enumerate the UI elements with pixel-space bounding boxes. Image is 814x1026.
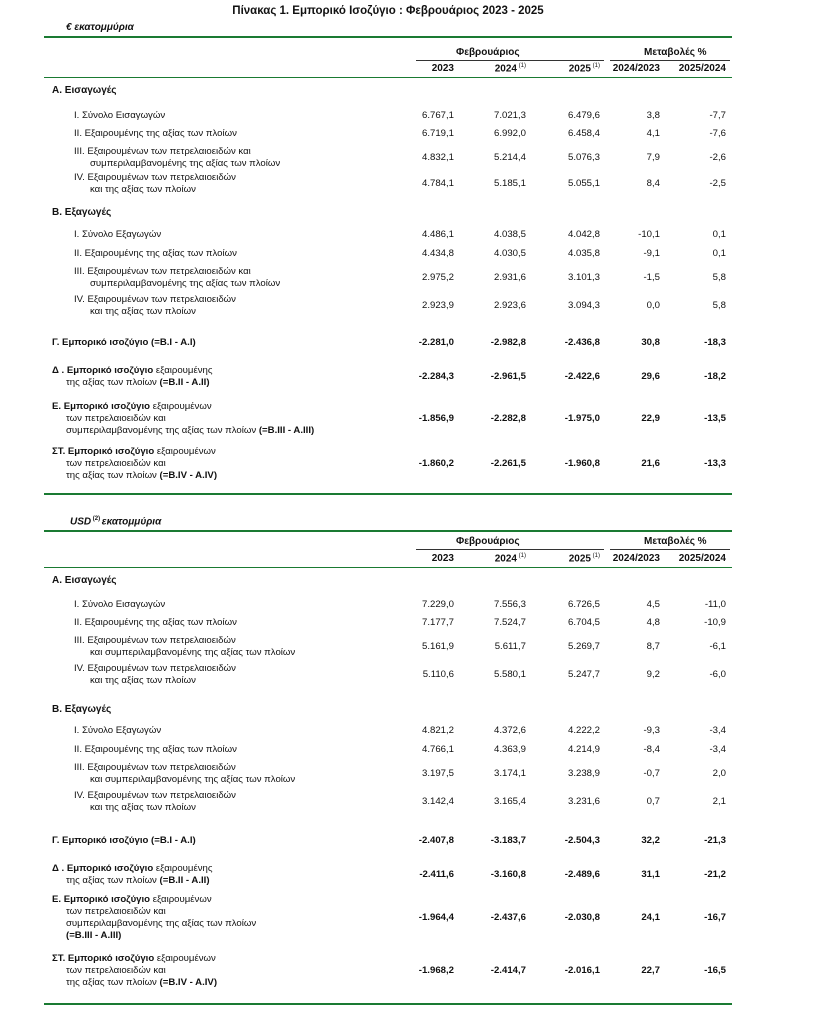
cell-value: 2,0	[712, 768, 726, 779]
balance-label	[52, 446, 217, 482]
balance-label-line	[52, 835, 196, 847]
cell-value: -2.437,6	[490, 912, 526, 923]
balance-label-line: των πετρελαιοειδών και	[66, 458, 166, 469]
column-year: 2023	[431, 553, 454, 564]
balance-name: ΣΤ. Εμπορικό ισοζύγιο	[52, 446, 155, 457]
cell-value: -2.261,5	[490, 458, 526, 469]
cell-value: 4.372,6	[493, 725, 526, 736]
cell-value: -2.407,8	[418, 835, 454, 846]
cell-value: 5.580,1	[493, 669, 526, 680]
cell-value: -3,4	[709, 725, 726, 736]
balance-label-line: των πετρελαιοειδών και	[66, 906, 166, 917]
cell-value: -9,3	[643, 725, 660, 736]
cell-value: -7,7	[709, 110, 726, 121]
cell-value: 2.923,9	[421, 300, 454, 311]
cell-value: -10,1	[638, 229, 660, 240]
row-label-line: συμπεριλαμβανομένης της αξίας των πλοίων	[74, 278, 281, 289]
cell-value: -18,2	[704, 371, 726, 382]
balance-label	[52, 863, 212, 887]
row-label-line: III. Εξαιρουμένων των πετρελαιοειδών και	[74, 266, 251, 277]
bottom-rule	[44, 493, 732, 495]
cell-value: 0,1	[712, 229, 726, 240]
row-label-line: I. Σύνολο Εξαγωγών	[74, 725, 162, 736]
cell-value: 5.161,9	[421, 641, 454, 652]
row-label-line: I. Σύνολο Εισαγωγών	[74, 110, 166, 121]
cell-value: 4.035,8	[567, 248, 600, 259]
column-year: 2025	[568, 63, 591, 75]
row-label-line: και συμπεριλαμβανομένης της αξίας των πλοίων	[74, 774, 296, 785]
balance-label-line	[52, 953, 217, 965]
cell-value: -2.411,6	[419, 869, 454, 880]
cell-value: 6.719,1	[421, 128, 454, 139]
header-period: Φεβρουάριος	[456, 47, 520, 58]
cell-value: -6,1	[709, 641, 726, 652]
cell-value: -1.968,2	[418, 965, 454, 976]
cell-value: 22,9	[641, 413, 660, 424]
row-label	[74, 229, 161, 241]
unit-label	[70, 516, 161, 527]
cell-value: -13,3	[704, 458, 726, 469]
header-period: Φεβρουάριος	[456, 536, 520, 547]
cell-value: 7.177,7	[421, 617, 454, 628]
row-label-line: IV. Εξαιρουμένων των πετρελαιοειδών	[74, 172, 236, 183]
balance-label-line	[52, 863, 212, 875]
cell-value: 5.185,1	[493, 178, 526, 189]
cell-value: 9,2	[646, 669, 660, 680]
cell-value: 6.767,1	[421, 110, 454, 121]
cell-value: 4.030,5	[493, 248, 526, 259]
cell-value: 3,8	[646, 110, 660, 121]
cell-value: 4.363,9	[493, 744, 526, 755]
row-label	[74, 294, 236, 318]
balance-text: της αξίας των πλοίων	[66, 377, 160, 388]
column-year: 2025/2024	[678, 553, 726, 564]
cell-value: -1.964,4	[418, 912, 454, 923]
cell-value: 5.269,7	[567, 641, 600, 652]
bottom-rule	[44, 1003, 732, 1005]
cell-value: -3,4	[709, 744, 726, 755]
balance-label	[52, 365, 212, 389]
row-label	[74, 744, 237, 756]
column-header	[613, 553, 660, 564]
column-header	[613, 63, 660, 74]
cell-value: -1.856,9	[418, 413, 454, 424]
cell-value: 0,1	[712, 248, 726, 259]
cell-value: 2.923,6	[493, 300, 526, 311]
row-label	[74, 110, 165, 122]
balance-name: ΣΤ. Εμπορικό ισοζύγιο	[52, 953, 155, 964]
header-change: Μεταβολές %	[644, 47, 707, 58]
balance-text: συμπεριλαμβανομένης της αξίας των πλοίων	[66, 425, 259, 436]
balance-label-line	[52, 894, 256, 906]
header-rule	[44, 77, 732, 78]
row-label	[74, 599, 165, 611]
cell-value: -18,3	[704, 337, 726, 348]
column-header	[495, 63, 526, 74]
column-year: 2023	[431, 63, 454, 74]
column-year: 2024/2023	[612, 553, 660, 564]
header-underline	[416, 549, 604, 550]
cell-value: -2.504,3	[564, 835, 600, 846]
cell-value: 3.165,4	[493, 796, 526, 807]
column-footnote: (1)	[517, 553, 526, 559]
cell-value: 2,1	[712, 796, 726, 807]
row-label-line: II. Εξαιρουμένης της αξίας των πλοίων	[74, 128, 237, 139]
cell-value: -16,7	[704, 912, 726, 923]
unit-tail: εκατομμύρια	[101, 516, 162, 528]
section-title: Β. Εξαγωγές	[52, 704, 112, 715]
cell-value: 4.222,2	[567, 725, 600, 736]
cell-value: 21,6	[641, 458, 660, 469]
row-label-line: II. Εξαιρουμένης της αξίας των πλοίων	[74, 744, 237, 755]
balance-formula: (=B.III - A.III)	[66, 930, 122, 941]
header-rule	[44, 567, 732, 568]
page-title: Πίνακας 1. Εμπορικό Ισοζύγιο : Φεβρουάριος 2023 - 2025	[232, 5, 544, 17]
cell-value: 7.021,3	[493, 110, 526, 121]
cell-value: 6.704,5	[567, 617, 600, 628]
cell-value: 4,8	[646, 617, 660, 628]
column-footnote: (1)	[591, 553, 600, 559]
cell-value: 7.229,0	[421, 599, 454, 610]
cell-value: -11,0	[704, 599, 726, 610]
cell-value: -2.284,3	[418, 371, 454, 382]
column-header	[495, 553, 526, 564]
cell-value: -7,6	[709, 128, 726, 139]
balance-text: της αξίας των πλοίων	[66, 977, 160, 988]
row-label-line: II. Εξαιρουμένης της αξίας των πλοίων	[74, 617, 237, 628]
column-footnote: (1)	[591, 63, 600, 69]
cell-value: 0,0	[646, 300, 660, 311]
column-year: 2024	[494, 553, 517, 565]
unit-text: USD	[70, 516, 92, 528]
balance-label-line	[52, 977, 217, 989]
cell-value: -21,2	[704, 869, 726, 880]
column-header	[432, 63, 454, 74]
header-change: Μεταβολές %	[644, 536, 707, 547]
cell-value: 32,2	[641, 835, 660, 846]
row-label-line: III. Εξαιρουμένων των πετρελαιοειδών και	[74, 146, 251, 157]
row-label	[74, 248, 237, 260]
cell-value: -2.414,7	[490, 965, 526, 976]
cell-value: -2.489,6	[564, 869, 600, 880]
column-header	[432, 553, 454, 564]
cell-value: -2.422,6	[564, 371, 600, 382]
row-label-line: και της αξίας των πλοίων	[74, 306, 196, 317]
balance-text: της αξίας των πλοίων	[66, 875, 160, 886]
row-label	[74, 790, 236, 814]
column-header	[569, 553, 600, 564]
row-label-line: IV. Εξαιρουμένων των πετρελαιοειδών	[74, 790, 236, 801]
cell-value: -21,3	[704, 835, 726, 846]
cell-value: 7,9	[646, 152, 660, 163]
balance-label	[52, 401, 314, 437]
cell-value: 4.784,1	[421, 178, 454, 189]
cell-value: 2.975,2	[421, 272, 454, 283]
balance-text: της αξίας των πλοίων	[66, 470, 160, 481]
cell-value: -8,4	[643, 744, 660, 755]
balance-name: Ε. Εμπορικό ισοζύγιο	[52, 401, 151, 412]
cell-value: 3.197,5	[421, 768, 454, 779]
top-rule	[44, 530, 732, 532]
cell-value: -10,9	[704, 617, 726, 628]
cell-value: 31,1	[641, 869, 660, 880]
cell-value: -13,5	[704, 413, 726, 424]
cell-value: 4.042,8	[567, 229, 600, 240]
cell-value: 0,7	[646, 796, 660, 807]
cell-value: -2.961,5	[490, 371, 526, 382]
cell-value: 4.832,1	[421, 152, 454, 163]
balance-label-line	[52, 401, 314, 413]
section-title: Β. Εξαγωγές	[52, 207, 112, 218]
cell-value: 5.214,4	[493, 152, 526, 163]
cell-value: -1,5	[643, 272, 660, 283]
balance-label-line	[52, 425, 314, 437]
cell-value: -1.860,2	[418, 458, 454, 469]
header-underline	[610, 549, 730, 550]
row-label-line: II. Εξαιρουμένης της αξίας των πλοίων	[74, 248, 237, 259]
top-rule	[44, 36, 732, 38]
cell-value: -2.281,0	[418, 337, 454, 348]
cell-value: -9,1	[643, 248, 660, 259]
balance-formula: (=B.IV - A.IV)	[159, 977, 218, 988]
cell-value: 3.238,9	[567, 768, 600, 779]
cell-value: 8,4	[646, 178, 660, 189]
cell-value: 3.094,3	[567, 300, 600, 311]
balance-formula: (=B.III - A.III)	[258, 425, 315, 436]
balance-name: Ε. Εμπορικό ισοζύγιο	[52, 894, 151, 905]
cell-value: -2.982,8	[490, 337, 526, 348]
balance-qualifier: εξαιρουμένης	[153, 365, 213, 376]
cell-value: 5.247,7	[567, 669, 600, 680]
cell-value: 30,8	[641, 337, 660, 348]
balance-label	[52, 894, 256, 942]
column-year: 2024	[494, 63, 517, 75]
balance-name: Δ . Εμπορικό ισοζύγιο	[52, 365, 154, 376]
row-label-line: και συμπεριλαμβανομένης της αξίας των πλοίων	[74, 647, 296, 658]
column-header	[569, 63, 600, 74]
row-label	[74, 635, 295, 659]
cell-value: 5,8	[712, 300, 726, 311]
cell-value: -16,5	[704, 965, 726, 976]
cell-value: 22,7	[641, 965, 660, 976]
cell-value: 4.766,1	[421, 744, 454, 755]
balance-label-line	[52, 470, 217, 482]
cell-value: 5.110,6	[422, 669, 454, 680]
cell-value: -2,6	[709, 152, 726, 163]
balance-label	[52, 337, 196, 349]
cell-value: -3.160,8	[490, 869, 526, 880]
cell-value: 6.458,4	[567, 128, 600, 139]
cell-value: 2.931,6	[493, 272, 526, 283]
header-underline	[610, 60, 730, 61]
row-label-line: και της αξίας των πλοίων	[74, 802, 196, 813]
balance-label-line	[52, 377, 212, 389]
cell-value: 4.214,9	[567, 744, 600, 755]
row-label-line: I. Σύνολο Εισαγωγών	[74, 599, 166, 610]
cell-value: 4.038,5	[493, 229, 526, 240]
column-year: 2025	[568, 553, 591, 565]
table-eur	[44, 22, 732, 498]
row-label	[74, 617, 237, 629]
cell-value: 6.726,5	[567, 599, 600, 610]
balance-qualifier: εξαιρουμένων	[154, 446, 216, 457]
cell-value: -6,0	[709, 669, 726, 680]
row-label	[74, 725, 161, 737]
column-year: 2024/2023	[612, 63, 660, 74]
row-label-line: III. Εξαιρουμένων των πετρελαιοειδών	[74, 762, 236, 773]
cell-value: -1.960,8	[564, 458, 600, 469]
cell-value: 4,1	[646, 128, 660, 139]
cell-value: 6.992,0	[493, 128, 526, 139]
row-label	[74, 762, 295, 786]
cell-value: -2,5	[709, 178, 726, 189]
cell-value: -2.282,8	[490, 413, 526, 424]
row-label-line: IV. Εξαιρουμένων των πετρελαιοειδών	[74, 294, 236, 305]
cell-value: -0,7	[643, 768, 660, 779]
balance-label-line	[52, 875, 212, 887]
balance-qualifier: εξαιρουμένης	[153, 863, 213, 874]
row-label-line: και της αξίας των πλοίων	[74, 184, 196, 195]
balance-label-line: συμπεριλαμβανομένης της αξίας των πλοίων	[66, 918, 257, 929]
cell-value: -2.030,8	[564, 912, 600, 923]
cell-value: 3.142,4	[421, 796, 454, 807]
unit-footnote: (2)	[91, 516, 102, 522]
balance-name: Δ . Εμπορικό ισοζύγιο	[52, 863, 154, 874]
balance-formula: (=B.IV - A.IV)	[159, 470, 218, 481]
column-year: 2025/2024	[678, 63, 726, 74]
balance-qualifier: εξαιρουμένων	[150, 401, 212, 412]
cell-value: 5.076,3	[567, 152, 600, 163]
table-usd	[44, 516, 732, 1010]
balance-qualifier: εξαιρουμένων	[150, 894, 212, 905]
cell-value: 5.055,1	[567, 178, 600, 189]
row-label-line: και της αξίας των πλοίων	[74, 675, 196, 686]
unit-label	[66, 22, 134, 33]
balance-formula: (=B.II - A.II)	[159, 875, 210, 886]
row-label	[74, 128, 237, 140]
row-label	[74, 172, 236, 196]
cell-value: 5,8	[712, 272, 726, 283]
balance-label-line	[52, 365, 212, 377]
cell-value: 4.434,8	[421, 248, 454, 259]
row-label	[74, 266, 280, 290]
row-label-line: I. Σύνολο Εξαγωγών	[74, 229, 162, 240]
cell-value: -1.975,0	[564, 413, 600, 424]
column-header	[679, 553, 726, 564]
balance-label	[52, 835, 196, 847]
cell-value: 6.479,6	[567, 110, 600, 121]
balance-label-line: των πετρελαιοειδών και	[66, 965, 166, 976]
row-label-line: IV. Εξαιρουμένων των πετρελαιοειδών	[74, 663, 236, 674]
row-label	[74, 146, 280, 170]
section-title: Α. Εισαγωγές	[52, 575, 117, 586]
cell-value: -2.436,8	[564, 337, 600, 348]
column-header	[679, 63, 726, 74]
cell-value: 4.486,1	[421, 229, 454, 240]
row-label	[74, 663, 236, 687]
balance-label	[52, 953, 217, 989]
cell-value: 4,5	[646, 599, 660, 610]
cell-value: -3.183,7	[490, 835, 526, 846]
balance-formula: (=B.II - A.II)	[159, 377, 210, 388]
row-label-line: III. Εξαιρουμένων των πετρελαιοειδών	[74, 635, 236, 646]
balance-label-line	[52, 930, 256, 942]
balance-label-line	[52, 337, 196, 349]
cell-value: 4.821,2	[421, 725, 454, 736]
row-label-line: συμπεριλαμβανομένης της αξίας των πλοίων	[74, 158, 281, 169]
cell-value: 7.556,3	[493, 599, 526, 610]
cell-value: 3.231,6	[567, 796, 600, 807]
cell-value: 5.611,7	[494, 641, 526, 652]
cell-value: 29,6	[641, 371, 660, 382]
cell-value: 24,1	[641, 912, 660, 923]
cell-value: 3.174,1	[493, 768, 526, 779]
balance-name: Γ. Εμπορικό ισοζύγιο (=B.I - A.I)	[52, 337, 196, 348]
section-title: Α. Εισαγωγές	[52, 85, 117, 96]
cell-value: 8,7	[646, 641, 660, 652]
balance-qualifier: εξαιρουμένων	[154, 953, 216, 964]
cell-value: 3.101,3	[567, 272, 600, 283]
cell-value: 7.524,7	[493, 617, 526, 628]
cell-value: -2.016,1	[564, 965, 600, 976]
header-underline	[416, 60, 604, 61]
balance-label-line: των πετρελαιοειδών και	[66, 413, 166, 424]
unit-text: € εκατομμύρια	[66, 22, 134, 33]
balance-label-line	[52, 446, 217, 458]
balance-name: Γ. Εμπορικό ισοζύγιο (=B.I - A.I)	[52, 835, 196, 846]
column-footnote: (1)	[517, 63, 526, 69]
